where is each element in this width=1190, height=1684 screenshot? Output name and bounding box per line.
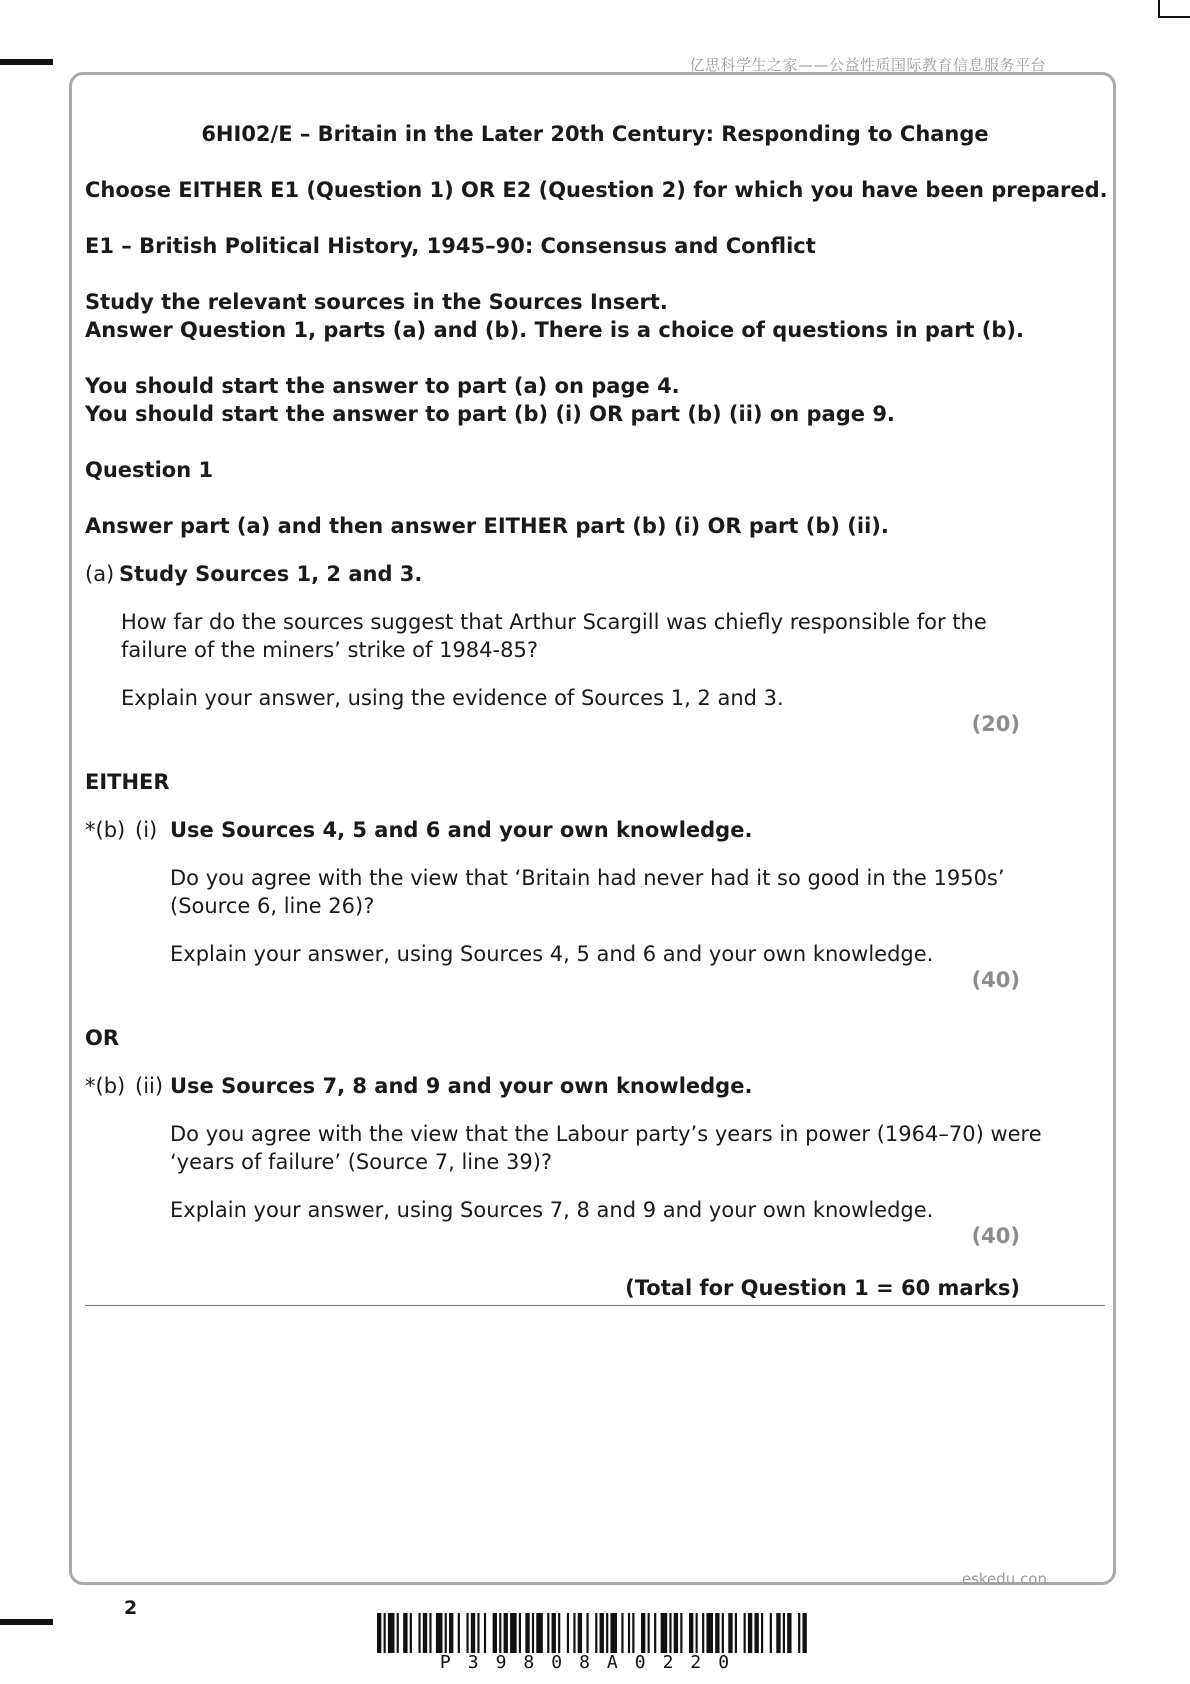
footer-watermark: eskedu.con: [961, 1570, 1047, 1588]
barcode-bar: [493, 1613, 497, 1653]
barcode-bar: [702, 1613, 704, 1653]
barcode-bar: [458, 1613, 460, 1653]
barcode-bar: [610, 1613, 617, 1653]
barcode-bar: [744, 1613, 746, 1653]
registration-mark-top: [0, 59, 53, 65]
barcode-bar: [595, 1613, 597, 1653]
barcode-bar: [525, 1613, 529, 1653]
barcode-text: P39808A0220: [439, 1652, 747, 1673]
option-title: E1 – British Political History, 1945–90: Consensus and Conflict: [85, 234, 816, 258]
barcode-bar: [578, 1613, 582, 1653]
question-total: (Total for Question 1 = 60 marks): [625, 1276, 1020, 1300]
or-label: OR: [85, 1026, 120, 1050]
barcode-bar: [423, 1613, 427, 1653]
barcode-bar: [471, 1613, 475, 1653]
instruction-line: Answer Question 1, parts (a) and (b). There is a choice of questions in part (b).: [85, 318, 1024, 342]
barcode-bar: [410, 1613, 412, 1653]
part-b2-marks: (40): [971, 1224, 1020, 1248]
page-number: 2: [124, 1597, 138, 1619]
part-b2-label: *(b): [85, 1074, 126, 1098]
barcode-bar: [728, 1613, 732, 1653]
part-b1-explain: Explain your answer, using Sources 4, 5 and 6 and your own knowledge.: [170, 942, 934, 966]
barcode-bar: [477, 1613, 479, 1653]
barcode-bar: [552, 1613, 556, 1653]
barcode-bar: [654, 1613, 656, 1653]
barcode-bar: [680, 1613, 682, 1653]
choose-instruction: Choose EITHER E1 (Question 1) OR E2 (Question 2) for which you have been prepared.: [85, 178, 1108, 202]
barcode-bar: [669, 1613, 671, 1653]
barcode-bar: [418, 1613, 420, 1653]
barcode-bar: [547, 1613, 549, 1653]
barcode-bar: [449, 1613, 453, 1653]
barcode-bar: [735, 1613, 737, 1653]
barcode-bar: [573, 1613, 575, 1653]
part-a-text: failure of the miners’ strike of 1984-85?: [121, 638, 538, 662]
barcode-bar: [674, 1613, 678, 1653]
part-b2-text: ‘years of failure’ (Source 7, line 39)?: [170, 1150, 553, 1174]
barcode-bar: [641, 1613, 645, 1653]
barcode-bar: [484, 1613, 486, 1653]
registration-mark-bottom: [0, 1619, 53, 1625]
part-b1-text: Do you agree with the view that ‘Britain had never had it so good in the 1950s’: [170, 866, 1005, 890]
barcode-bar: [648, 1613, 650, 1653]
barcode-bar: [586, 1613, 588, 1653]
barcode-bar: [621, 1613, 623, 1653]
either-label: EITHER: [85, 770, 170, 794]
barcode-bar: [384, 1613, 386, 1653]
barcode-bar: [397, 1613, 399, 1653]
question-heading: Question 1: [85, 458, 214, 482]
barcode-bar: [445, 1613, 447, 1653]
part-b1-text: (Source 6, line 26)?: [170, 894, 375, 918]
barcode-bar: [567, 1613, 569, 1653]
barcode-bar: [499, 1613, 501, 1653]
part-b2-sublabel: (ii): [135, 1074, 164, 1098]
part-b2-text: Do you agree with the view that the Labour party’s years in power (1964–70) were: [170, 1122, 1042, 1146]
barcode-bar: [504, 1613, 508, 1653]
barcode-bar: [510, 1613, 517, 1653]
barcode-bar: [689, 1613, 693, 1653]
instruction-line: You should start the answer to part (b) (i) OR part (b) (ii) on page 9.: [85, 402, 895, 426]
barcode-bar: [403, 1613, 407, 1653]
barcode-bar: [802, 1613, 806, 1653]
barcode-bar: [754, 1613, 758, 1653]
barcode-bar: [377, 1613, 381, 1653]
barcode-bar: [783, 1613, 785, 1653]
barcode-bar: [600, 1613, 604, 1653]
barcode-bar: [706, 1613, 713, 1653]
crop-mark-horizontal: [1158, 16, 1190, 18]
barcode-bar: [761, 1613, 763, 1653]
barcode-bar: [466, 1613, 468, 1653]
barcode-bar: [722, 1613, 724, 1653]
total-rule: [85, 1305, 1105, 1306]
barcode-bar: [532, 1613, 534, 1653]
barcode-bar: [429, 1613, 431, 1653]
header-watermark: 亿思科学生之家——公益性质国际教育信息服务平台: [689, 56, 1046, 74]
instruction-line: You should start the answer to part (a) on page 4.: [85, 374, 680, 398]
instruction-line: Study the relevant sources in the Sources Insert.: [85, 290, 668, 314]
barcode-bar: [388, 1613, 395, 1653]
barcode-bar: [715, 1613, 719, 1653]
barcode-bar: [606, 1613, 608, 1653]
part-b1-marks: (40): [971, 968, 1020, 992]
barcode-bar: [661, 1613, 668, 1653]
barcode-bar: [632, 1613, 634, 1653]
part-a-text: How far do the sources suggest that Arthur Scargill was chiefly responsible for the: [121, 610, 987, 634]
barcode-bar: [519, 1613, 521, 1653]
part-a-explain: Explain your answer, using the evidence of Sources 1, 2 and 3.: [121, 686, 784, 710]
part-b1-title: Use Sources 4, 5 and 6 and your own knowledge.: [170, 818, 753, 842]
part-b1-label: *(b): [85, 818, 126, 842]
question-instruction: Answer part (a) and then answer EITHER part (b) (i) OR part (b) (ii).: [85, 514, 889, 538]
barcode-bar: [558, 1613, 560, 1653]
part-a-marks: (20): [971, 712, 1020, 736]
barcode-bar: [436, 1613, 443, 1653]
part-b2-explain: Explain your answer, using Sources 7, 8 and 9 and your own knowledge.: [170, 1198, 934, 1222]
barcode-bar: [787, 1613, 791, 1653]
barcode: [377, 1613, 809, 1653]
barcode-bar: [798, 1613, 800, 1653]
part-a-title: Study Sources 1, 2 and 3.: [119, 562, 423, 586]
barcode-bar: [770, 1613, 772, 1653]
barcode-bar: [628, 1613, 630, 1653]
part-b1-sublabel: (i): [135, 818, 158, 842]
barcode-bar: [748, 1613, 752, 1653]
paper-title: 6HI02/E – Britain in the Later 20th Century: Responding to Change: [201, 122, 989, 146]
barcode-bar: [776, 1613, 780, 1653]
part-a-label: (a): [85, 562, 115, 586]
crop-mark-vertical: [1158, 0, 1160, 17]
part-b2-title: Use Sources 7, 8 and 9 and your own knowledge.: [170, 1074, 753, 1098]
barcode-bar: [536, 1613, 543, 1653]
barcode-bar: [696, 1613, 698, 1653]
